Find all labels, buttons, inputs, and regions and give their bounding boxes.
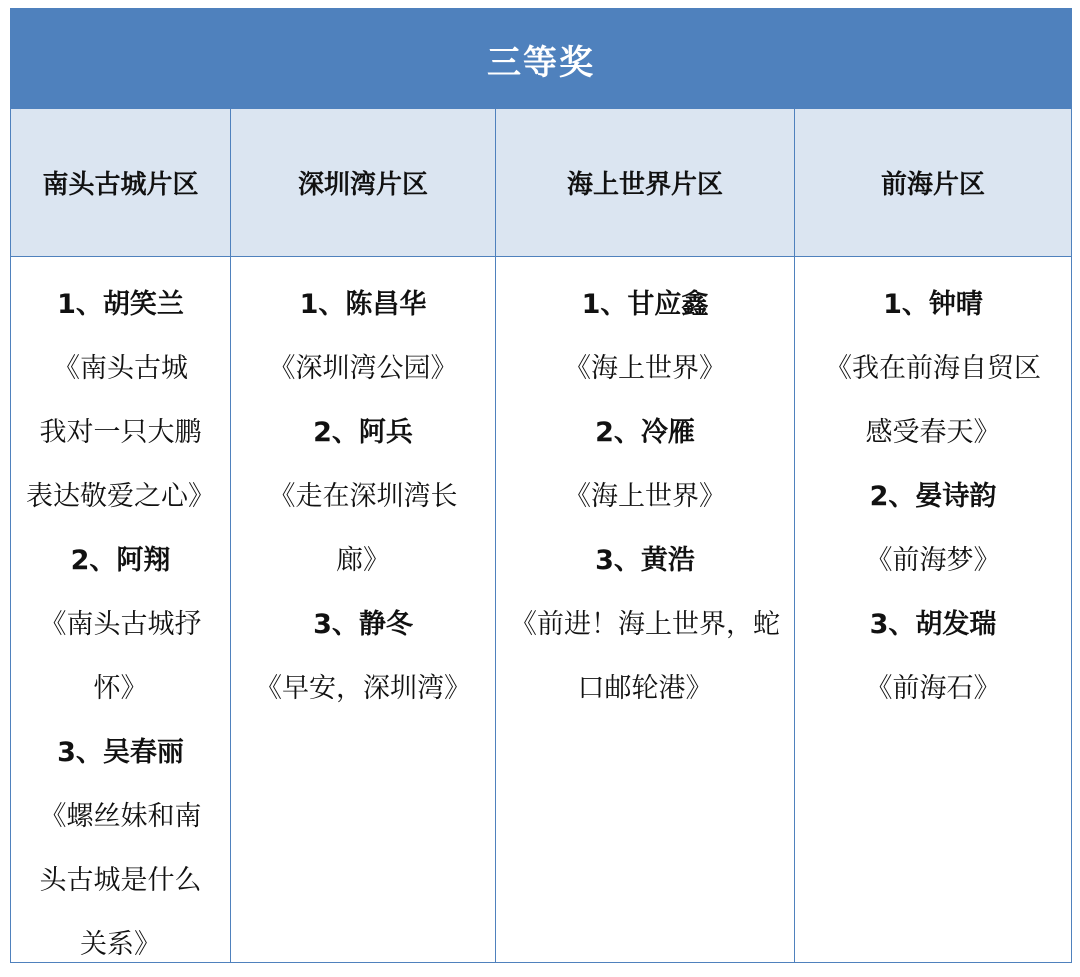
title-bar [11, 9, 1071, 109]
winner-name: 2、冷雁 [595, 417, 695, 448]
column-body [795, 257, 1071, 721]
column-header: 深圳湾片区 [231, 109, 495, 257]
work-title-line: 表达敬爱之心》 [26, 481, 215, 512]
work-title-line: 《前海石》 [865, 673, 1001, 704]
work-title-line: 怀》 [93, 673, 148, 704]
column-header: 海上世界片区 [496, 109, 794, 257]
work-title-line: 感受春天》 [865, 417, 1001, 448]
column-body [231, 257, 495, 721]
column-body [11, 257, 230, 977]
work-title-line: 口邮轮港》 [577, 673, 713, 704]
winner-name: 3、静冬 [313, 609, 413, 640]
work-title-line: 《海上世界》 [564, 353, 726, 384]
award-table [10, 8, 1072, 963]
work-title-line: 《前海梦》 [865, 545, 1001, 576]
work-title-line: 《我在前海自贸区 [825, 353, 1041, 384]
column-nantou [11, 109, 230, 962]
column-header: 前海片区 [795, 109, 1071, 257]
work-title-line: 《南头古城抒 [39, 609, 202, 640]
work-title-line: 《前进！海上世界，蛇 [510, 609, 780, 640]
winner-name: 1、甘应鑫 [581, 289, 709, 320]
work-title-line: 《海上世界》 [564, 481, 726, 512]
work-title-line: 头古城是什么 [39, 865, 202, 896]
column-qianhai [794, 109, 1071, 962]
work-title-line: 《螺丝妹和南 [39, 801, 202, 832]
winner-name: 2、阿兵 [313, 417, 413, 448]
work-title-line: 廊》 [336, 545, 390, 576]
column-body [496, 257, 794, 721]
winner-name: 3、吴春丽 [57, 737, 184, 768]
winner-name: 2、阿翔 [70, 545, 171, 576]
column-haishangshijie [495, 109, 794, 962]
work-title-line: 《早安，深圳湾》 [255, 673, 471, 704]
table-title: 三等奖 [487, 42, 595, 83]
column-shenzhenwan [230, 109, 495, 962]
work-title-line: 《深圳湾公园》 [268, 353, 458, 384]
winner-name: 1、钟晴 [883, 289, 983, 320]
work-title-line: 关系》 [80, 929, 161, 960]
winner-name: 2、晏诗韵 [869, 481, 997, 512]
work-title-line: 《南头古城 [53, 353, 188, 384]
work-title-line: 《走在深圳湾长 [268, 481, 458, 512]
winner-name: 1、陈昌华 [299, 289, 427, 320]
work-title-line: 我对一只大鹏 [39, 417, 202, 448]
winner-name: 3、黄浩 [595, 545, 695, 576]
winner-name: 3、胡发瑞 [869, 609, 997, 640]
winner-name: 1、胡笑兰 [57, 289, 184, 320]
column-header: 南头古城片区 [11, 109, 230, 257]
